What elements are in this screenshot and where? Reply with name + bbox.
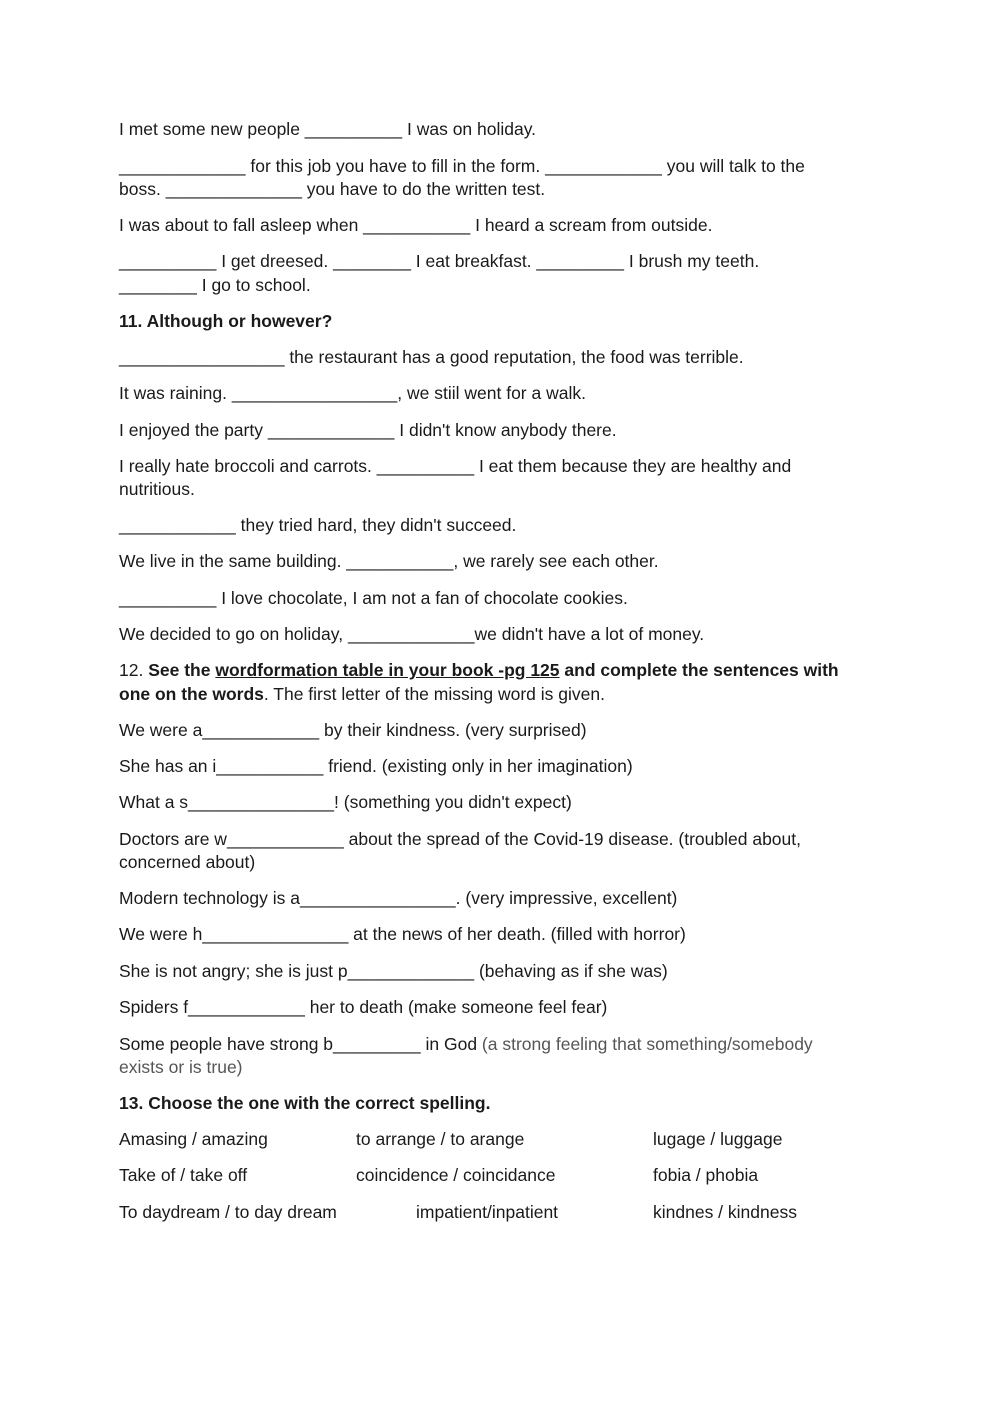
spelling-option: to arrange / to arange	[356, 1129, 525, 1149]
instruction-bold: one on the words	[119, 684, 264, 704]
spelling-option: kindnes / kindness	[653, 1202, 797, 1222]
definition-text: exists or is true)	[119, 1057, 243, 1077]
exercise-line: __________ I love chocolate, I am not a fan of chocolate cookies.	[119, 588, 628, 608]
exercise-line: I met some new people __________ I was on holiday.	[119, 119, 537, 139]
spelling-option: Take of / take off	[119, 1165, 248, 1185]
exercise-line: She has an i___________ friend. (existing only in her imagination)	[119, 756, 633, 776]
definition-text: (a strong feeling that something/somebody	[481, 1034, 813, 1054]
exercise-line: _____________ for this job you have to fill in the form. ____________ you will talk to the	[119, 156, 805, 176]
exercise-line: I really hate broccoli and carrots. __________ I eat them because they are healthy and	[119, 456, 792, 476]
exercise-line: boss. ______________ you have to do the written test.	[119, 179, 546, 199]
exercise-line: What a s_______________! (something you didn't expect)	[119, 792, 572, 812]
section-12-number: 12.	[119, 660, 149, 680]
exercise-line: concerned about)	[119, 852, 256, 872]
section-11-heading: 11. Although or however?	[119, 311, 333, 331]
instruction-rest: . The first letter of the missing word is given.	[263, 684, 605, 704]
book-reference: wordformation table in your book -pg 125	[215, 660, 560, 680]
exercise-line: It was raining. _________________, we stiil went for a walk.	[119, 383, 586, 403]
spelling-option: impatient/inpatient	[416, 1202, 559, 1222]
exercise-line: Spiders f____________ her to death (make someone feel fear)	[119, 997, 608, 1017]
exercise-line: nutritious.	[119, 479, 195, 499]
spelling-option: fobia / phobia	[653, 1165, 759, 1185]
instruction-bold: and complete the sentences with	[559, 660, 839, 680]
exercise-line: She is not angry; she is just p_____________ (behaving as if she was)	[119, 961, 668, 981]
exercise-line: ____________ they tried hard, they didn't succeed.	[119, 515, 517, 535]
exercise-line: I was about to fall asleep when ___________ I heard a scream from outside.	[119, 215, 713, 235]
section-13-heading: 13. Choose the one with the correct spelling.	[119, 1093, 491, 1113]
exercise-text: Some people have strong b_________ in God	[119, 1034, 482, 1054]
instruction-bold: See the	[148, 660, 216, 680]
exercise-line: _________________ the restaurant has a good reputation, the food was terrible.	[119, 347, 744, 367]
exercise-line: We were h_______________ at the news of her death. (filled with horror)	[119, 924, 686, 944]
exercise-line: __________ I get dreesed. ________ I eat breakfast. _________ I brush my teeth.	[119, 251, 760, 271]
exercise-line: We decided to go on holiday, _____________we didn't have a lot of money.	[119, 624, 705, 644]
spelling-option: lugage / luggage	[653, 1129, 783, 1149]
spelling-option: Amasing / amazing	[119, 1129, 268, 1149]
exercise-line: We were a____________ by their kindness. (very surprised)	[119, 720, 587, 740]
exercise-line: ________ I go to school.	[119, 275, 311, 295]
exercise-line: Doctors are w____________ about the spread of the Covid-19 disease. (troubled about,	[119, 829, 801, 849]
spelling-option: To daydream / to day dream	[119, 1202, 337, 1222]
section-12-instruction-cont	[119, 683, 605, 705]
exercise-line	[119, 1033, 813, 1055]
exercise-line: Modern technology is a________________. (very impressive, excellent)	[119, 888, 678, 908]
section-12-instruction	[119, 659, 839, 681]
exercise-line: We live in the same building. ___________, we rarely see each other.	[119, 551, 659, 571]
spelling-option: coincidence / coincidance	[356, 1165, 556, 1185]
exercise-line: I enjoyed the party _____________ I didn't know anybody there.	[119, 420, 617, 440]
